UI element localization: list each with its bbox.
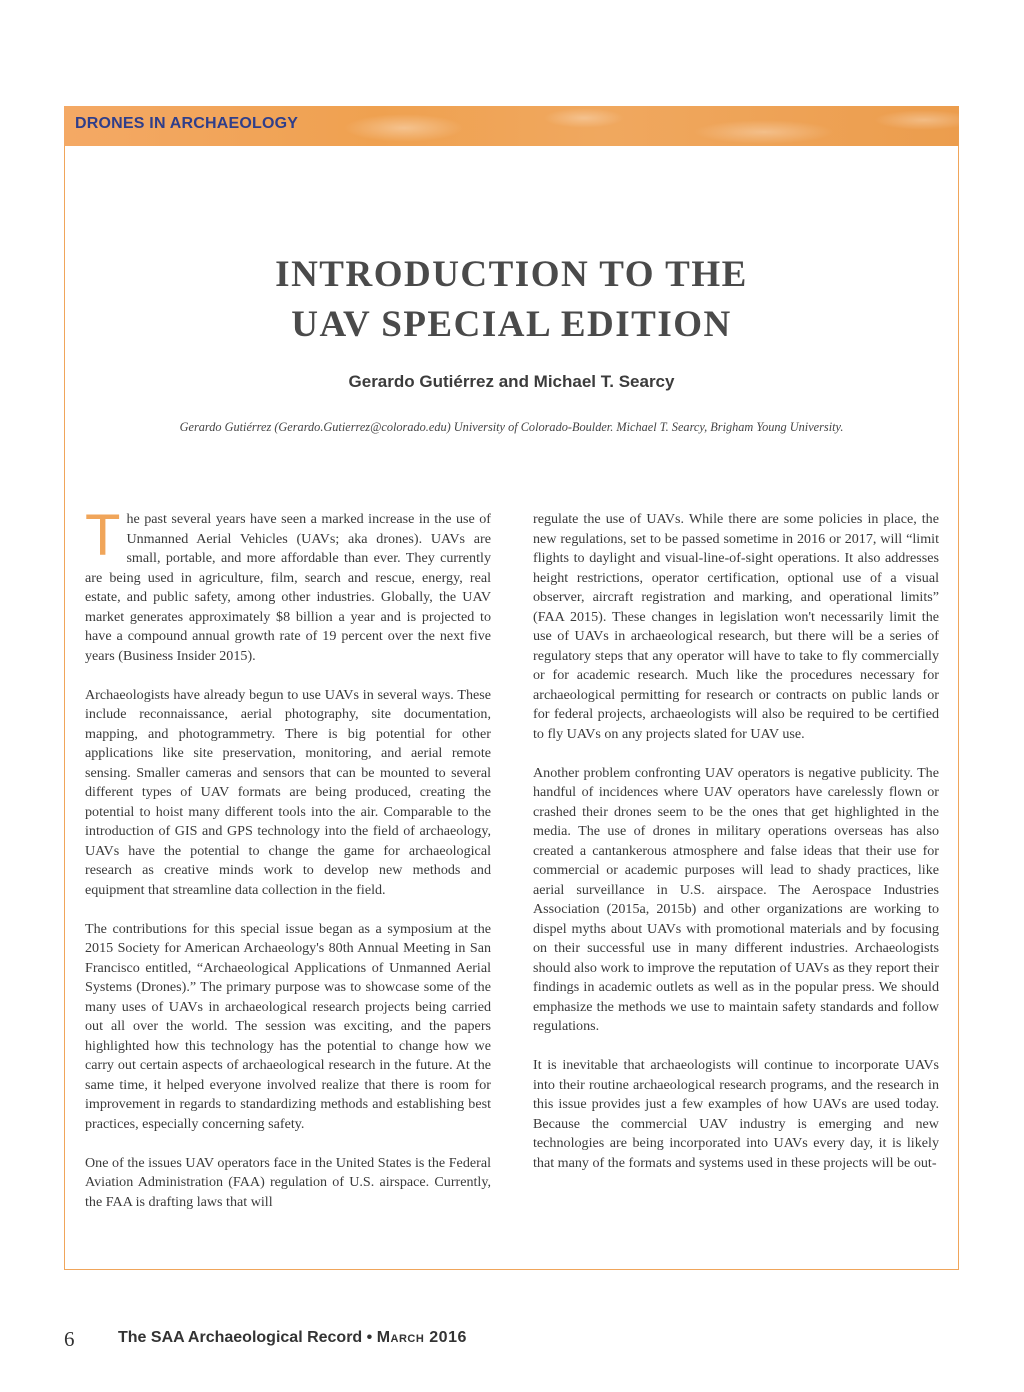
- page-number: 6: [64, 1327, 75, 1351]
- paragraph: Archaeologists have already begun to use UAVs in several ways. These include reconnaissance, aerial photography, site documentation, mapping, and photogrammetry. There is big potential for other applications like site preservation, monitoring, and aerial remote sensing. Smaller cameras and sensors that can be mounted to several different types of UAV formats are being produced, creating the potential to hoist many different tools into the air. Comparable to the introduction of GIS and GPS technology into the field of archaeology, UAVs have the potential to change the game for archaeological research as creative minds work to develop new methods and equipment that streamline data collection in the field.: [85, 686, 491, 898]
- paragraph: Another problem confronting UAV operators is negative publicity. The handful of incidences where UAV operators have carelessly flown or crashed their drones seem to be the ones that get highlighted in the media. The use of drones in military operations overseas has also created a cantankerous atmosphere and false ideas that their use for commercial or academic purposes will lead to shady practices, like aerial surveillance in U.S. airspace. The Aerospace Industries Association (2015a, 2015b) and other organizations are working to dispel myths about UAVs with promotional materials and by focusing on their successful use in many different industries. Archaeologists should also work to improve the reputation of UAVs as they report their findings in academic outlets as well as in the popular press. We should emphasize the methods we use to maintain safety standards and follow regulations.: [533, 764, 939, 1034]
- paragraph: regulate the use of UAVs. While there are some policies in place, the new regulations, set to be passed sometime in 2016 or 2017, will “limit flights to daylight and visual-line-of-sight operations. It also addresses height restrictions, operator certification, optional use of a visual observer, aircraft registration and marking, and operational limits” (FAA 2015). These changes in legislation won't necessarily limit the use of UAVs in archaeological research, but there will be a series of regulatory steps that any operator will have to take to fly commercially or for academic research. Much like the procedures necessary for archaeological permitting for research or contracts on public lands or for federal projects, archaeologists will also be required to be certified to fly UAVs on any projects slated for UAV use.: [533, 511, 939, 742]
- left-column: [85, 503, 491, 1232]
- article-title-line2: UAV SPECIAL EDITION: [291, 304, 732, 345]
- section-banner: [64, 106, 959, 146]
- drop-cap: T: [85, 503, 121, 568]
- publication-footer: [118, 1329, 467, 1347]
- paragraph: The contributions for this special issue began as a symposium at the 2015 Society for American Archaeology's 80th Annual Meeting in San Francisco entitled, “Archaeological Applications of Unmanned Aerial Systems (Drones).” The primary purpose was to showcase some of the many uses of UAVs in archaeological research projects being carried out all over the world. The session was exciting, and the papers highlighted how this technology has the potential to change how we carry out certain aspects of archaeological research in the future. At the same time, it helped everyone involved realize that there is room for improvement in regards to standardizing methods and establishing best practices, especially concerning safety.: [85, 920, 491, 1132]
- paragraph: [85, 503, 491, 666]
- paragraph-text: he past several years have seen a marked increase in the use of Unmanned Aerial Vehicles (UAVs; aka drones). UAVs are small, portable, and more affordable than ever. They currently are being used in agriculture, film, search and rescue, energy, real estate, and public safety, among other industries. Globally, the UAV market generates approximately $8 billion a year and is projected to have a compound annual growth rate of 19 percent over the next five years (Business Insider 2015).: [85, 511, 491, 664]
- article-authors: Gerardo Gutiérrez and Michael T. Searcy: [348, 372, 675, 391]
- paragraph: One of the issues UAV operators face in the United States is the Federal Aviation Administration (FAA) regulation of U.S. airspace. Currently, the FAA is drafting laws that will: [85, 1154, 491, 1210]
- publication-name: The SAA Archaeological Record: [118, 1329, 363, 1346]
- author-affiliation: Gerardo Gutiérrez (Gerardo.Gutierrez@colorado.edu) University of Colorado-Boulder. Michael T. Searcy, Brigham Young University.: [179, 420, 844, 434]
- paragraph: It is inevitable that archaeologists will continue to incorporate UAVs into their routine archaeological research programs, and the research in this issue provides just a few examples of how UAVs are used today. Because the commercial UAV industry is emerging and new technologies are being incorporated into UAVs every day, it is likely that many of the formats and systems used in these projects will be out-: [533, 1057, 939, 1171]
- article-title-line1: INTRODUCTION TO THE: [275, 254, 748, 295]
- section-label: DRONES IN ARCHAEOLOGY: [75, 115, 299, 132]
- right-column: [533, 510, 939, 1193]
- footer-separator: •: [366, 1329, 373, 1346]
- issue-date: March 2016: [376, 1329, 467, 1346]
